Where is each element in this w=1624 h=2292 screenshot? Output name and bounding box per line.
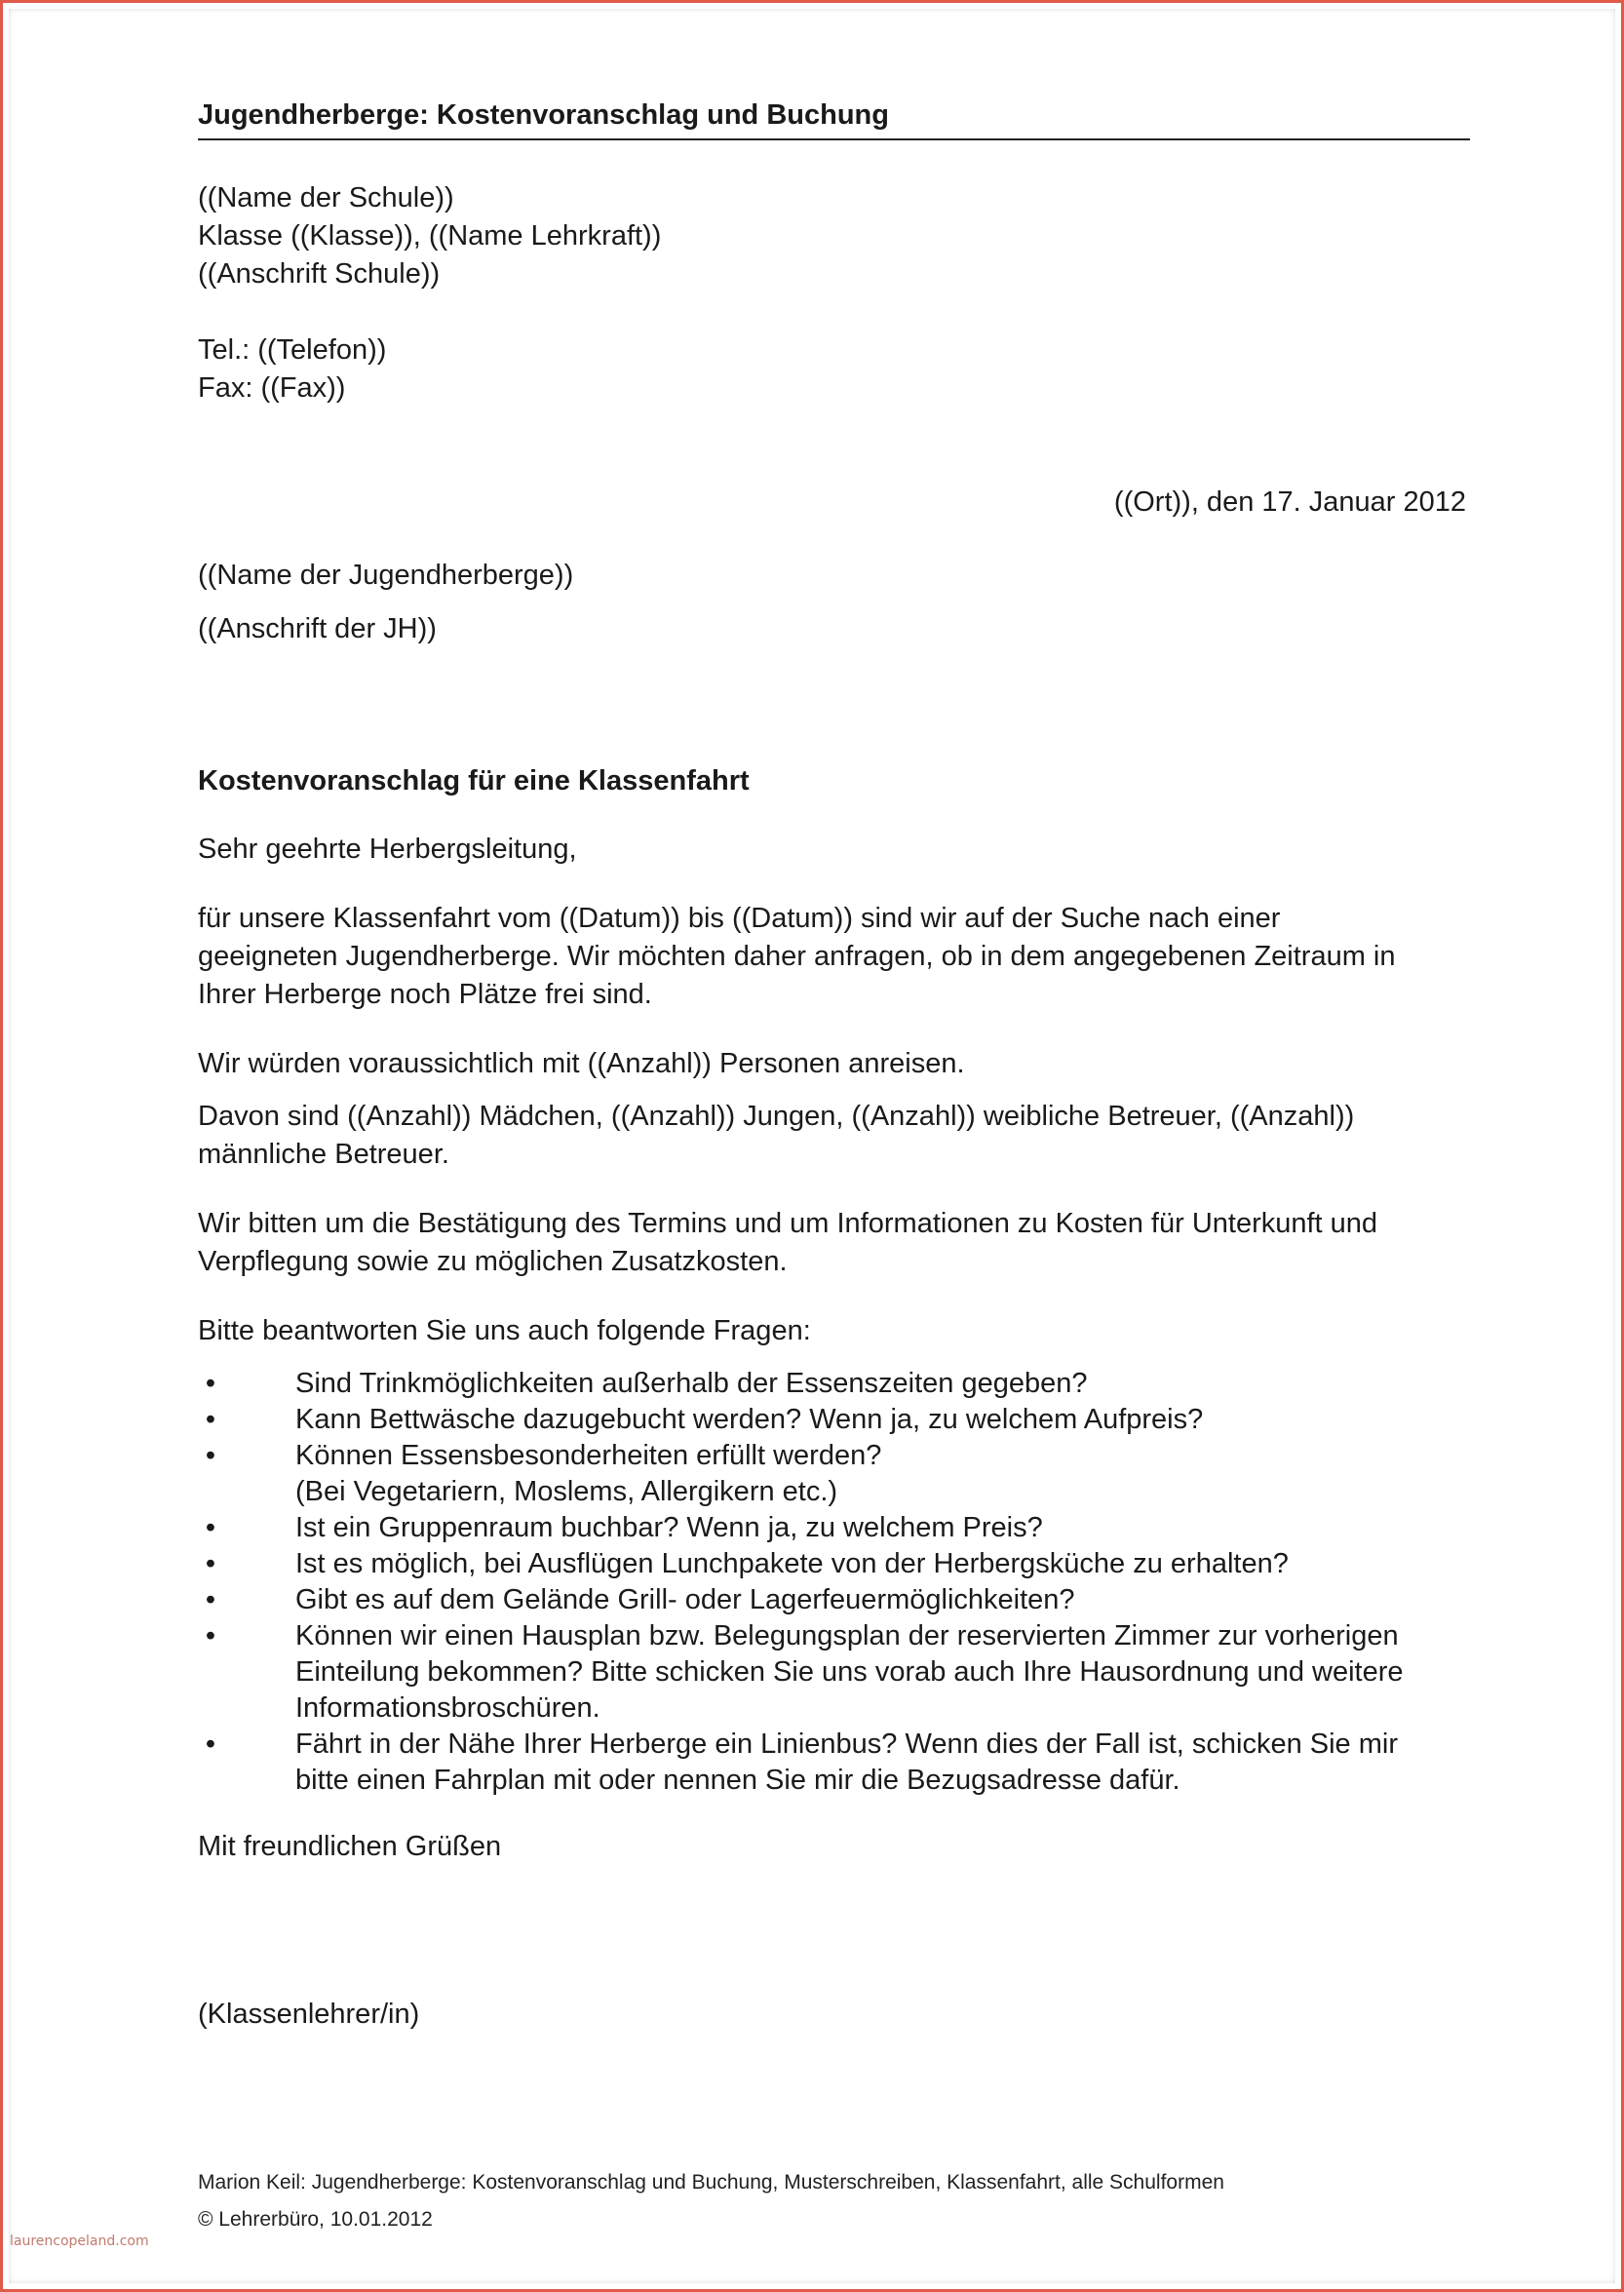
bullet-icon: • [205,1584,216,1615]
signature: (Klassenlehrer/in) [198,1999,420,2030]
paragraph-confirmation [198,1205,1470,1281]
footer-copyright: © Lehrerbüro, 10.01.2012 [198,2208,433,2231]
sender-class-teacher: Klasse ((Klasse)), ((Name Lehrkraft)) [198,220,662,252]
question-text: Können Essensbesonderheiten erfüllt werden? [295,1440,882,1471]
bullet-icon: • [205,1368,216,1399]
list-item [198,1366,1470,1402]
list-item-note [198,1474,1470,1510]
question-text: bitte einen Fahrplan mit oder nennen Sie mir die Bezugsadresse dafür. [295,1765,1180,1796]
watermark: laurencopeland.com [10,2234,149,2249]
list-item [198,1402,1470,1438]
recipient-address: ((Anschrift der JH)) [198,613,437,644]
header-title: Jugendherberge: Kostenvoranschlag und Buchung [198,97,1470,140]
paragraph-line: Davon sind ((Anzahl)) Mädchen, ((Anzahl)) Jungen, ((Anzahl)) weibliche Betreuer, ((Anzahl)) [198,1101,1355,1132]
paragraph-persons: Wir würden voraussichtlich mit ((Anzahl)) Personen anreisen. [198,1048,965,1079]
question-text: Fährt in der Nähe Ihrer Herberge ein Linienbus? Wenn dies der Fall ist, schicken Sie mir [295,1729,1398,1760]
contact-block [198,331,1470,408]
paragraph-line: Wir bitten um die Bestätigung des Termins und um Informationen zu Kosten für Unterkunft und [198,1208,1378,1239]
list-item [198,1546,1470,1582]
bullet-icon: • [205,1512,216,1543]
question-text: Einteilung bekommen? Bitte schicken Sie uns vorab auch Ihre Hausordnung und weitere [295,1656,1404,1688]
letter-page [198,97,1470,2034]
list-item [198,1438,1470,1474]
sender-address: ((Anschrift Schule)) [198,258,441,290]
paragraph-line: Ihrer Herberge noch Plätze frei sind. [198,979,652,1010]
question-note: (Bei Vegetariern, Moslems, Allergikern etc.) [295,1476,838,1507]
paragraph-line: für unsere Klassenfahrt vom ((Datum)) bis ((Datum)) sind wir auf der Suche nach einer [198,903,1281,934]
sender-fax: Fax: ((Fax)) [198,372,346,404]
sender-block [198,179,1470,293]
subject-line: Kostenvoranschlag für eine Klassenfahrt [198,765,750,796]
sender-tel: Tel.: ((Telefon)) [198,334,387,366]
question-text: Sind Trinkmöglichkeiten außerhalb der Essenszeiten gegeben? [295,1368,1088,1399]
sender-school: ((Name der Schule)) [198,182,454,214]
bullet-icon: • [205,1440,216,1471]
date-line: ((Ort)), den 17. Januar 2012 [1113,486,1466,518]
bullet-icon: • [205,1404,216,1435]
paragraph-line: Verpflegung sowie zu möglichen Zusatzkosten. [198,1246,788,1277]
list-item [198,1727,1470,1799]
question-text: Können wir einen Hausplan bzw. Belegungsplan der reservierten Zimmer zur vorherigen [295,1620,1399,1651]
paragraph-questions-intro: Bitte beantworten Sie uns auch folgende Fragen: [198,1315,811,1346]
bullet-icon: • [205,1548,216,1579]
question-text: Informationsbroschüren. [295,1692,600,1724]
list-item [198,1582,1470,1618]
question-text: Gibt es auf dem Gelände Grill- oder Lagerfeuermöglichkeiten? [295,1584,1075,1615]
question-text: Ist es möglich, bei Ausflügen Lunchpakete von der Herbergsküche zu erhalten? [295,1548,1289,1579]
recipient-name: ((Name der Jugendherberge)) [198,560,574,591]
question-text: Kann Bettwäsche dazugebucht werden? Wenn ja, zu welchem Aufpreis? [295,1404,1204,1435]
bullet-icon: • [205,1729,216,1760]
paragraph-line: männliche Betreuer. [198,1139,449,1170]
salutation: Sehr geehrte Herbergsleitung, [198,834,577,865]
list-item [198,1618,1470,1727]
paragraph-line: geeigneten Jugendherberge. Wir möchten daher anfragen, ob in dem angegebenen Zeitraum in [198,941,1396,972]
question-text: Ist ein Gruppenraum buchbar? Wenn ja, zu welchem Preis? [295,1512,1043,1543]
footer-credit: Marion Keil: Jugendherberge: Kostenvoranschlag und Buchung, Musterschreiben, Klassenfahrt, alle Schulformen [198,2171,1224,2194]
closing: Mit freundlichen Grüßen [198,1831,502,1862]
paragraph-breakdown [198,1098,1470,1174]
footer [198,2164,1470,2238]
questions-list [198,1366,1470,1799]
list-item [198,1510,1470,1546]
paragraph-request [198,900,1470,1014]
recipient-block [198,557,1470,648]
bullet-icon: • [205,1620,216,1651]
